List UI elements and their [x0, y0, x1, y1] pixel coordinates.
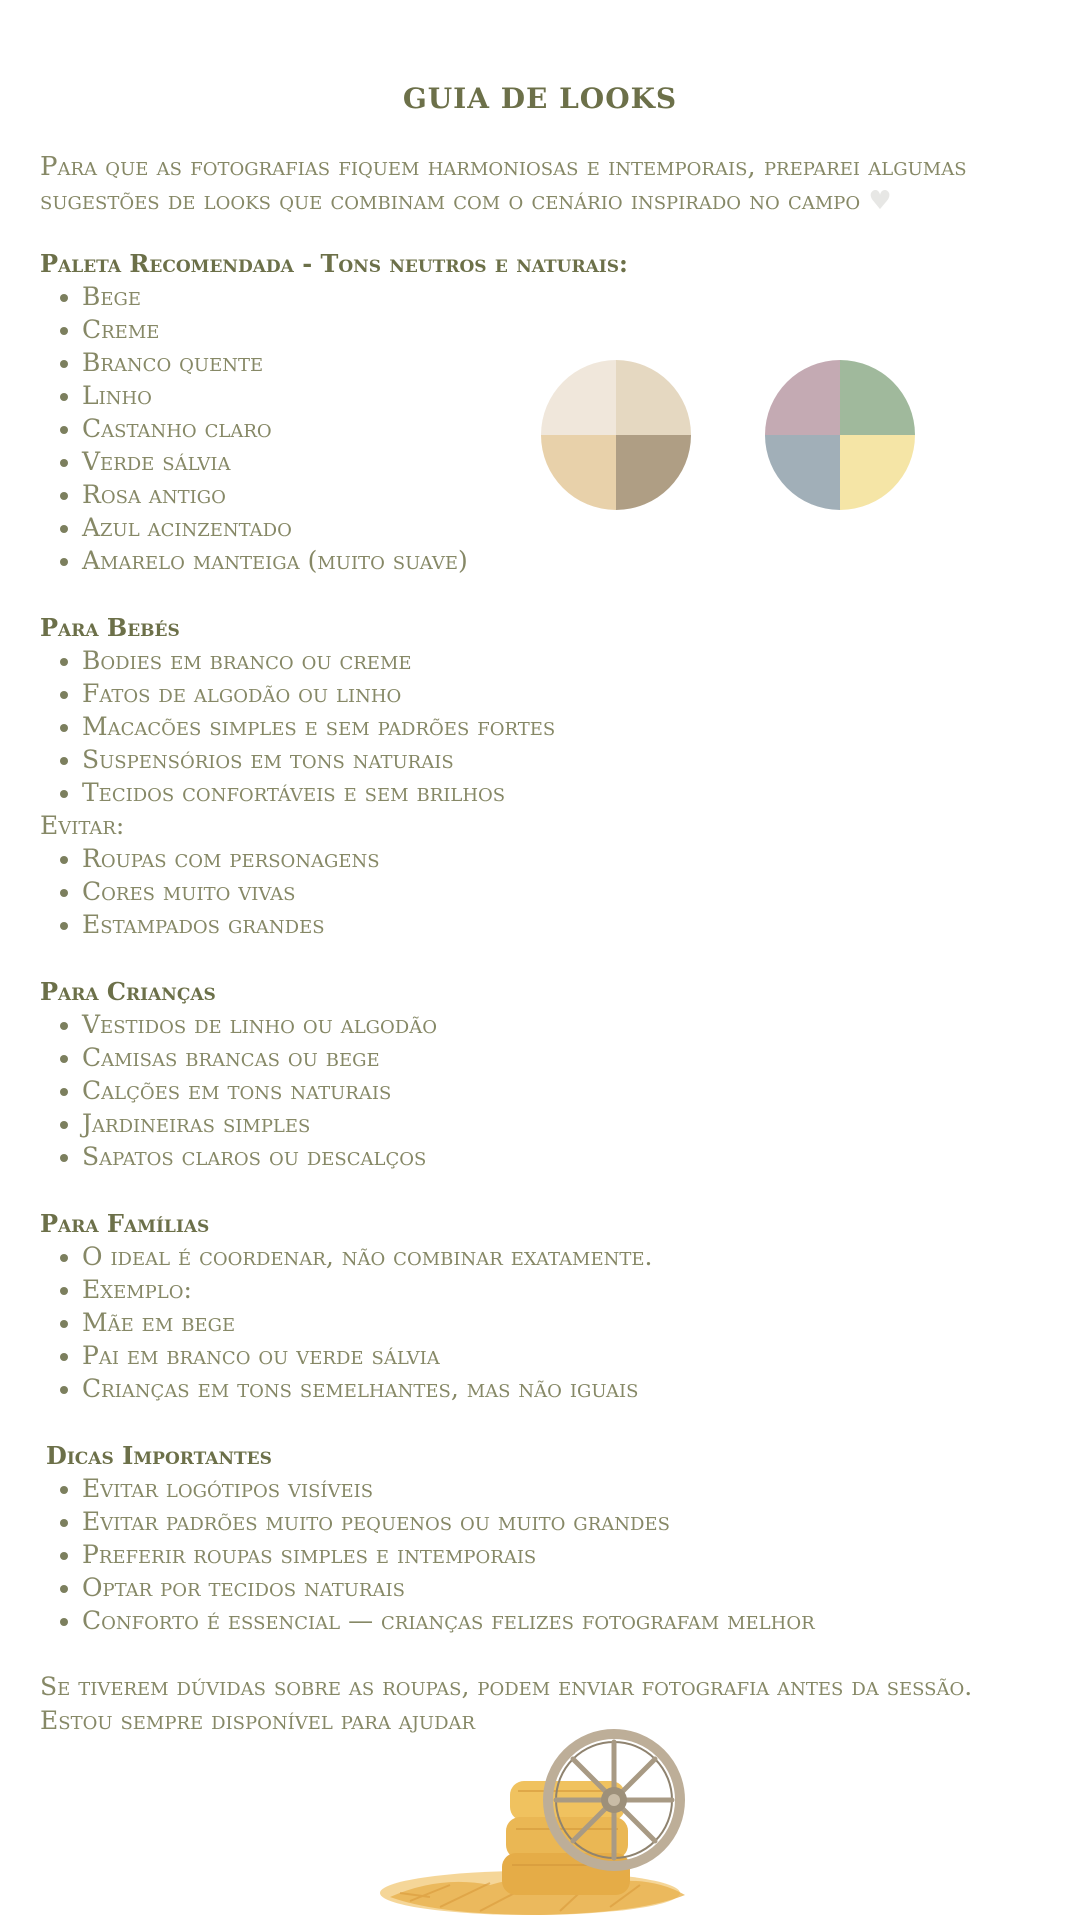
tips-list: [40, 1472, 1040, 1637]
list-item: Azul acinzentado: [40, 511, 1040, 544]
list-item: Fatos de algodão ou linho: [40, 677, 1040, 710]
children-list: [40, 1008, 1040, 1173]
list-item: Castanho claro: [40, 412, 1040, 445]
swatch-quadrant: [840, 360, 915, 435]
intro-sentence: Para que as fotografias fiquem harmoniosas e intemporais, preparei algumas sugestões de looks que combinam com o cenário inspirado no campo: [40, 152, 967, 216]
swatch-quadrant: [840, 435, 915, 510]
list-item: Optar por tecidos naturais: [40, 1571, 1040, 1604]
tips-section: [40, 1439, 1040, 1637]
list-item: Evitar logótipos visíveis: [40, 1472, 1040, 1505]
list-item: Roupas com personagens: [40, 842, 1040, 875]
list-item: Conforto é essencial — crianças felizes fotografam melhor: [40, 1604, 1040, 1637]
list-item: Preferir roupas simples e intemporais: [40, 1538, 1040, 1571]
children-section: [40, 975, 1040, 1173]
swatch-quadrant: [541, 360, 616, 435]
list-item: O ideal é coordenar, não combinar exatamente.: [40, 1240, 1040, 1273]
list-item: Exemplo:: [40, 1273, 1040, 1306]
list-item: Sapatos claros ou descalços: [40, 1140, 1040, 1173]
swatch-quadrant: [541, 435, 616, 510]
list-item: Amarelo manteiga (muito suave): [40, 544, 1040, 577]
babies-list: [40, 644, 1040, 809]
pastel-color-swatch: [765, 360, 915, 510]
neutral-color-swatch: [541, 360, 691, 510]
list-item: Creme: [40, 313, 1040, 346]
list-item: Tecidos confortáveis e sem brilhos: [40, 776, 1040, 809]
avoid-list: [40, 842, 1040, 941]
list-item: Macacões simples e sem padrões fortes: [40, 710, 1040, 743]
swatch-quadrant: [616, 360, 691, 435]
list-item: Vestidos de linho ou algodão: [40, 1008, 1040, 1041]
list-item: Calções em tons naturais: [40, 1074, 1040, 1107]
list-item: Jardineiras simples: [40, 1107, 1040, 1140]
swatch-quadrant: [765, 435, 840, 510]
list-item: Suspensórios em tons naturais: [40, 743, 1040, 776]
page-title: GUIA DE LOOKS: [402, 82, 678, 115]
palette-heading: Paleta Recomendada - Tons neutros e naturais:: [40, 249, 628, 278]
hay-bales-wagon-wheel-illustration: [380, 1725, 700, 1920]
swatch-quadrant: [765, 360, 840, 435]
intro-text: [40, 150, 1060, 218]
families-heading: Para Famílias: [40, 1209, 210, 1238]
babies-heading: Para Bebés: [40, 613, 180, 642]
avoid-label: Evitar:: [40, 811, 125, 840]
list-item: Linho: [40, 379, 1040, 412]
families-section: [40, 1207, 1040, 1405]
list-item: Estampados grandes: [40, 908, 1040, 941]
heart-icon: ♥: [868, 186, 892, 216]
list-item: Pai em branco ou verde sálvia: [40, 1339, 1040, 1372]
swatch-quadrant: [616, 435, 691, 510]
wagon-wheel-icon: [548, 1734, 680, 1866]
closing-line-2: Estou sempre disponível para ajudar: [40, 1706, 476, 1735]
children-heading: Para Crianças: [40, 977, 216, 1006]
list-item: Crianças em tons semelhantes, mas não iguais: [40, 1372, 1040, 1405]
families-list: [40, 1240, 1040, 1405]
list-item: Bodies em branco ou creme: [40, 644, 1040, 677]
babies-section: [40, 611, 1040, 941]
list-item: Evitar padrões muito pequenos ou muito grandes: [40, 1505, 1040, 1538]
list-item: Verde sálvia: [40, 445, 1040, 478]
list-item: Mãe em bege: [40, 1306, 1040, 1339]
list-item: Cores muito vivas: [40, 875, 1040, 908]
tips-heading: Dicas Importantes: [46, 1441, 272, 1470]
closing-line-1: Se tiverem dúvidas sobre as roupas, podem enviar fotografia antes da sessão.: [40, 1672, 973, 1701]
list-item: Bege: [40, 280, 1040, 313]
list-item: Branco quente: [40, 346, 1040, 379]
list-item: Rosa antigo: [40, 478, 1040, 511]
list-item: Camisas brancas ou bege: [40, 1041, 1040, 1074]
